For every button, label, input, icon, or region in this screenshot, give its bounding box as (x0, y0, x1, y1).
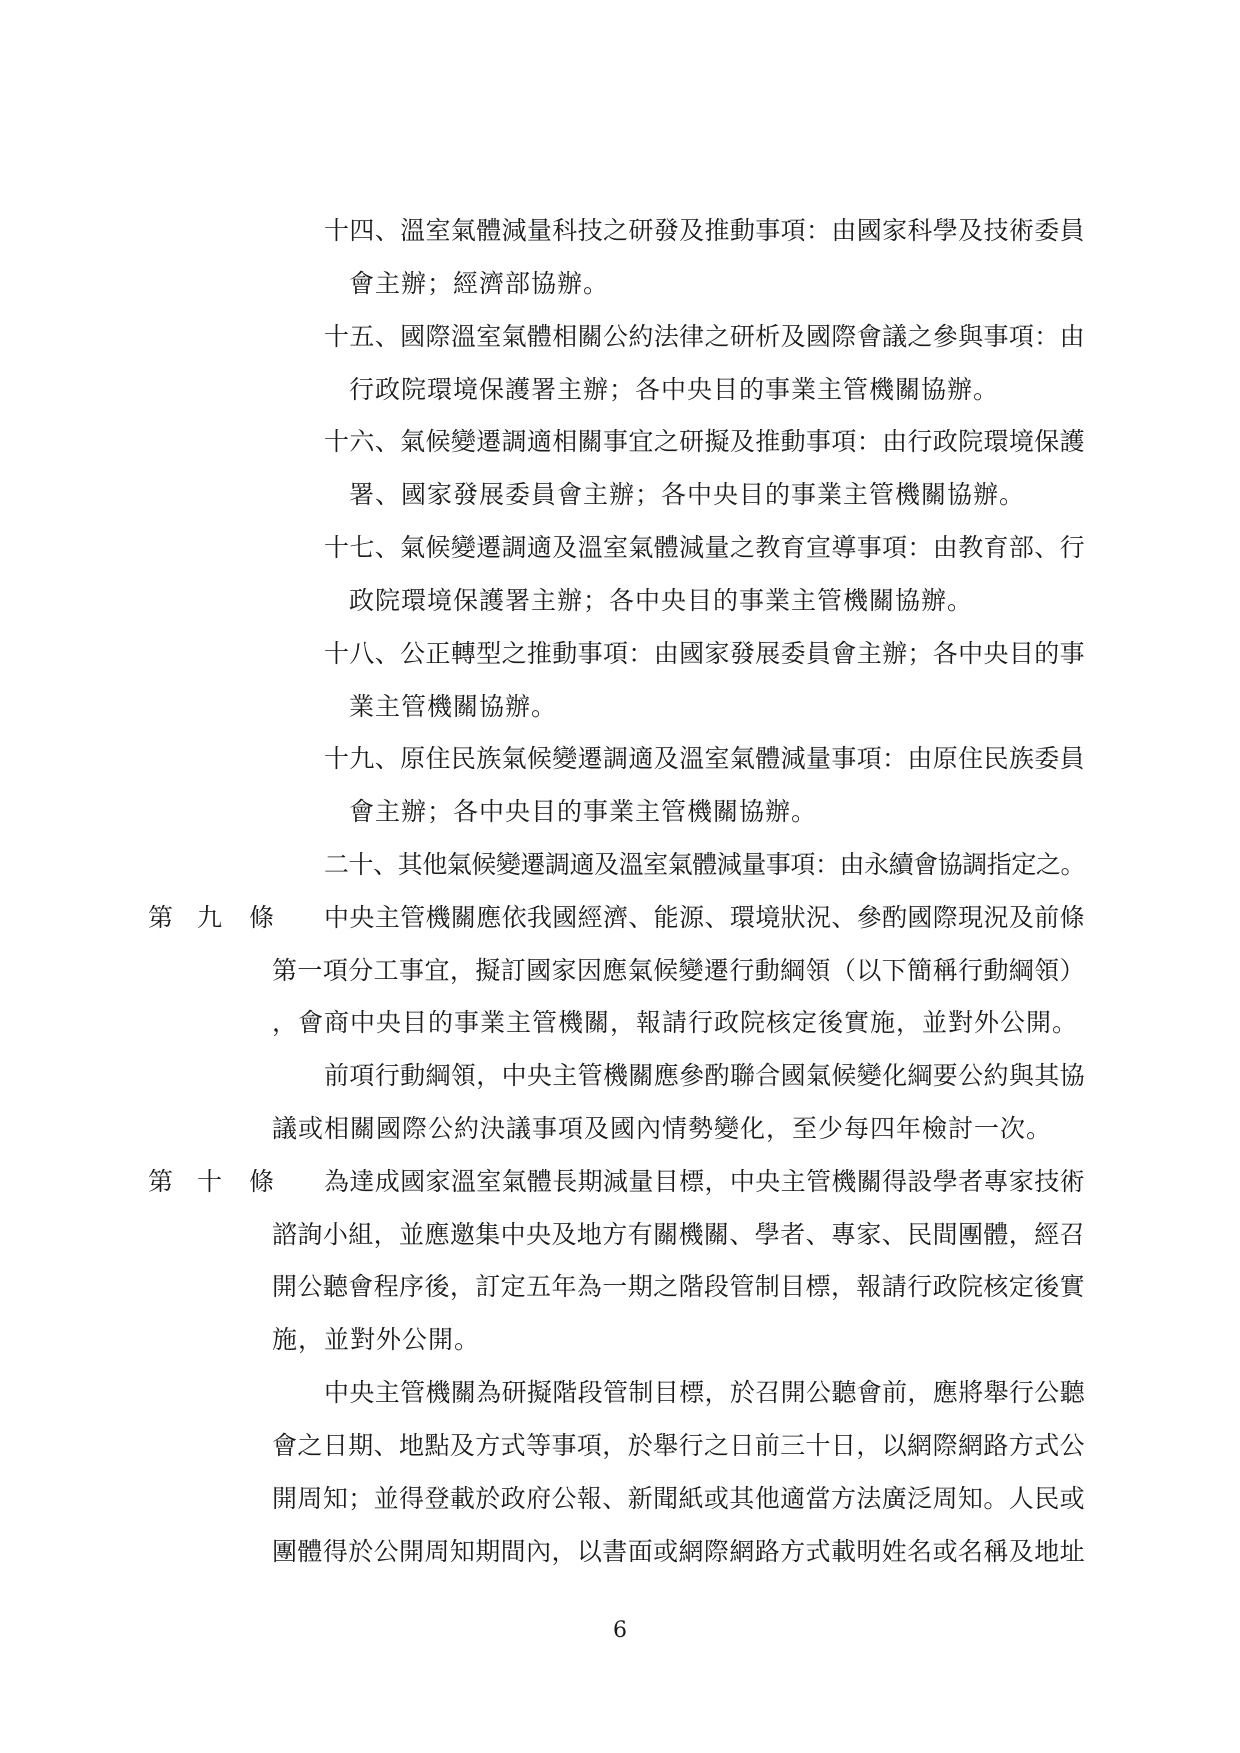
item-16-line-2: 署、國家發展委員會主辦；各中央目的事業主管機關協辦。 (349, 480, 1026, 509)
item-19-line-1: 十九、原住民族氣候變遷調適及溫室氣體減量事項：由原住民族委員 (324, 744, 1086, 773)
article-9-line-5: 議或相關國際公約決議事項及國內情勢變化，至少每四年檢討一次。 (272, 1114, 1053, 1143)
item-19-line-2: 會主辦；各中央目的事業主管機關協辦。 (349, 797, 818, 826)
article-10-line-1: 為達成國家溫室氣體長期減量目標，中央主管機關得設學者專家技術 (324, 1167, 1086, 1196)
article-9-line-4: 前項行動綱領，中央主管機關應參酌聯合國氣候變化綱要公約與其協 (324, 1061, 1086, 1090)
article-9-label-3: 條 (249, 903, 275, 932)
item-18-line-2: 業主管機關協辦。 (349, 692, 558, 721)
item-15-line-1: 十五、國際溫室氣體相關公約法律之研析及國際會議之參與事項：由 (324, 322, 1086, 351)
article-9-line-2: 第一項分工事宜，擬訂國家因應氣候變遷行動綱領（以下簡稱行動綱領） (272, 956, 1086, 985)
item-14-line-1: 十四、溫室氣體減量科技之研發及推動事項：由國家科學及技術委員 (324, 216, 1086, 245)
article-10-line-2: 諮詢小組，並應邀集中央及地方有關機關、學者、專家、民間團體，經召 (272, 1220, 1086, 1249)
article-10-line-8: 團體得於公開周知期間內，以書面或網際網路方式載明姓名或名稱及地址 (272, 1537, 1086, 1566)
article-10-label-1: 第 (148, 1167, 174, 1196)
article-9-label-2: 九 (197, 903, 223, 932)
item-16-line-1: 十六、氣候變遷調適相關事宜之研擬及推動事項：由行政院環境保護 (324, 427, 1086, 456)
item-18-line-1: 十八、公正轉型之推動事項：由國家發展委員會主辦；各中央目的事 (324, 639, 1086, 668)
article-10-line-5: 中央主管機關為研擬階段管制目標，於召開公聽會前，應將舉行公聽 (324, 1378, 1086, 1407)
item-17-line-2: 政院環境保護署主辦；各中央目的事業主管機關協辦。 (349, 586, 974, 615)
article-10-line-6: 會之日期、地點及方式等事項，於舉行之日前三十日，以網際網路方式公 (272, 1431, 1086, 1460)
article-9-line-3: ，會商中央目的事業主管機關，報請行政院核定後實施，並對外公開。 (272, 1008, 1079, 1037)
item-14-line-2: 會主辦；經濟部協辦。 (349, 269, 610, 298)
page-number: 6 (613, 1618, 627, 1643)
article-10-line-3: 開公聽會程序後，訂定五年為一期之階段管制目標，報請行政院核定後實 (272, 1272, 1086, 1301)
article-10-label-3: 條 (249, 1167, 275, 1196)
item-15-line-2: 行政院環境保護署主辦；各中央目的事業主管機關協辦。 (349, 375, 1000, 404)
article-10-line-4: 施，並對外公開。 (272, 1325, 481, 1354)
article-10-line-7: 開周知；並得登載於政府公報、新聞紙或其他適當方法廣泛周知。人民或 (272, 1484, 1086, 1513)
item-17-line-1: 十七、氣候變遷調適及溫室氣體減量之教育宣導事項：由教育部、行 (324, 533, 1086, 562)
article-9-line-1: 中央主管機關應依我國經濟、能源、環境狀況、參酌國際現況及前條 (324, 903, 1086, 932)
item-20-line-1: 二十、其他氣候變遷調適及溫室氣體減量事項：由永續會協調指定之。 (324, 850, 1086, 879)
article-10-label-2: 十 (197, 1167, 223, 1196)
article-9-label-1: 第 (148, 903, 174, 932)
